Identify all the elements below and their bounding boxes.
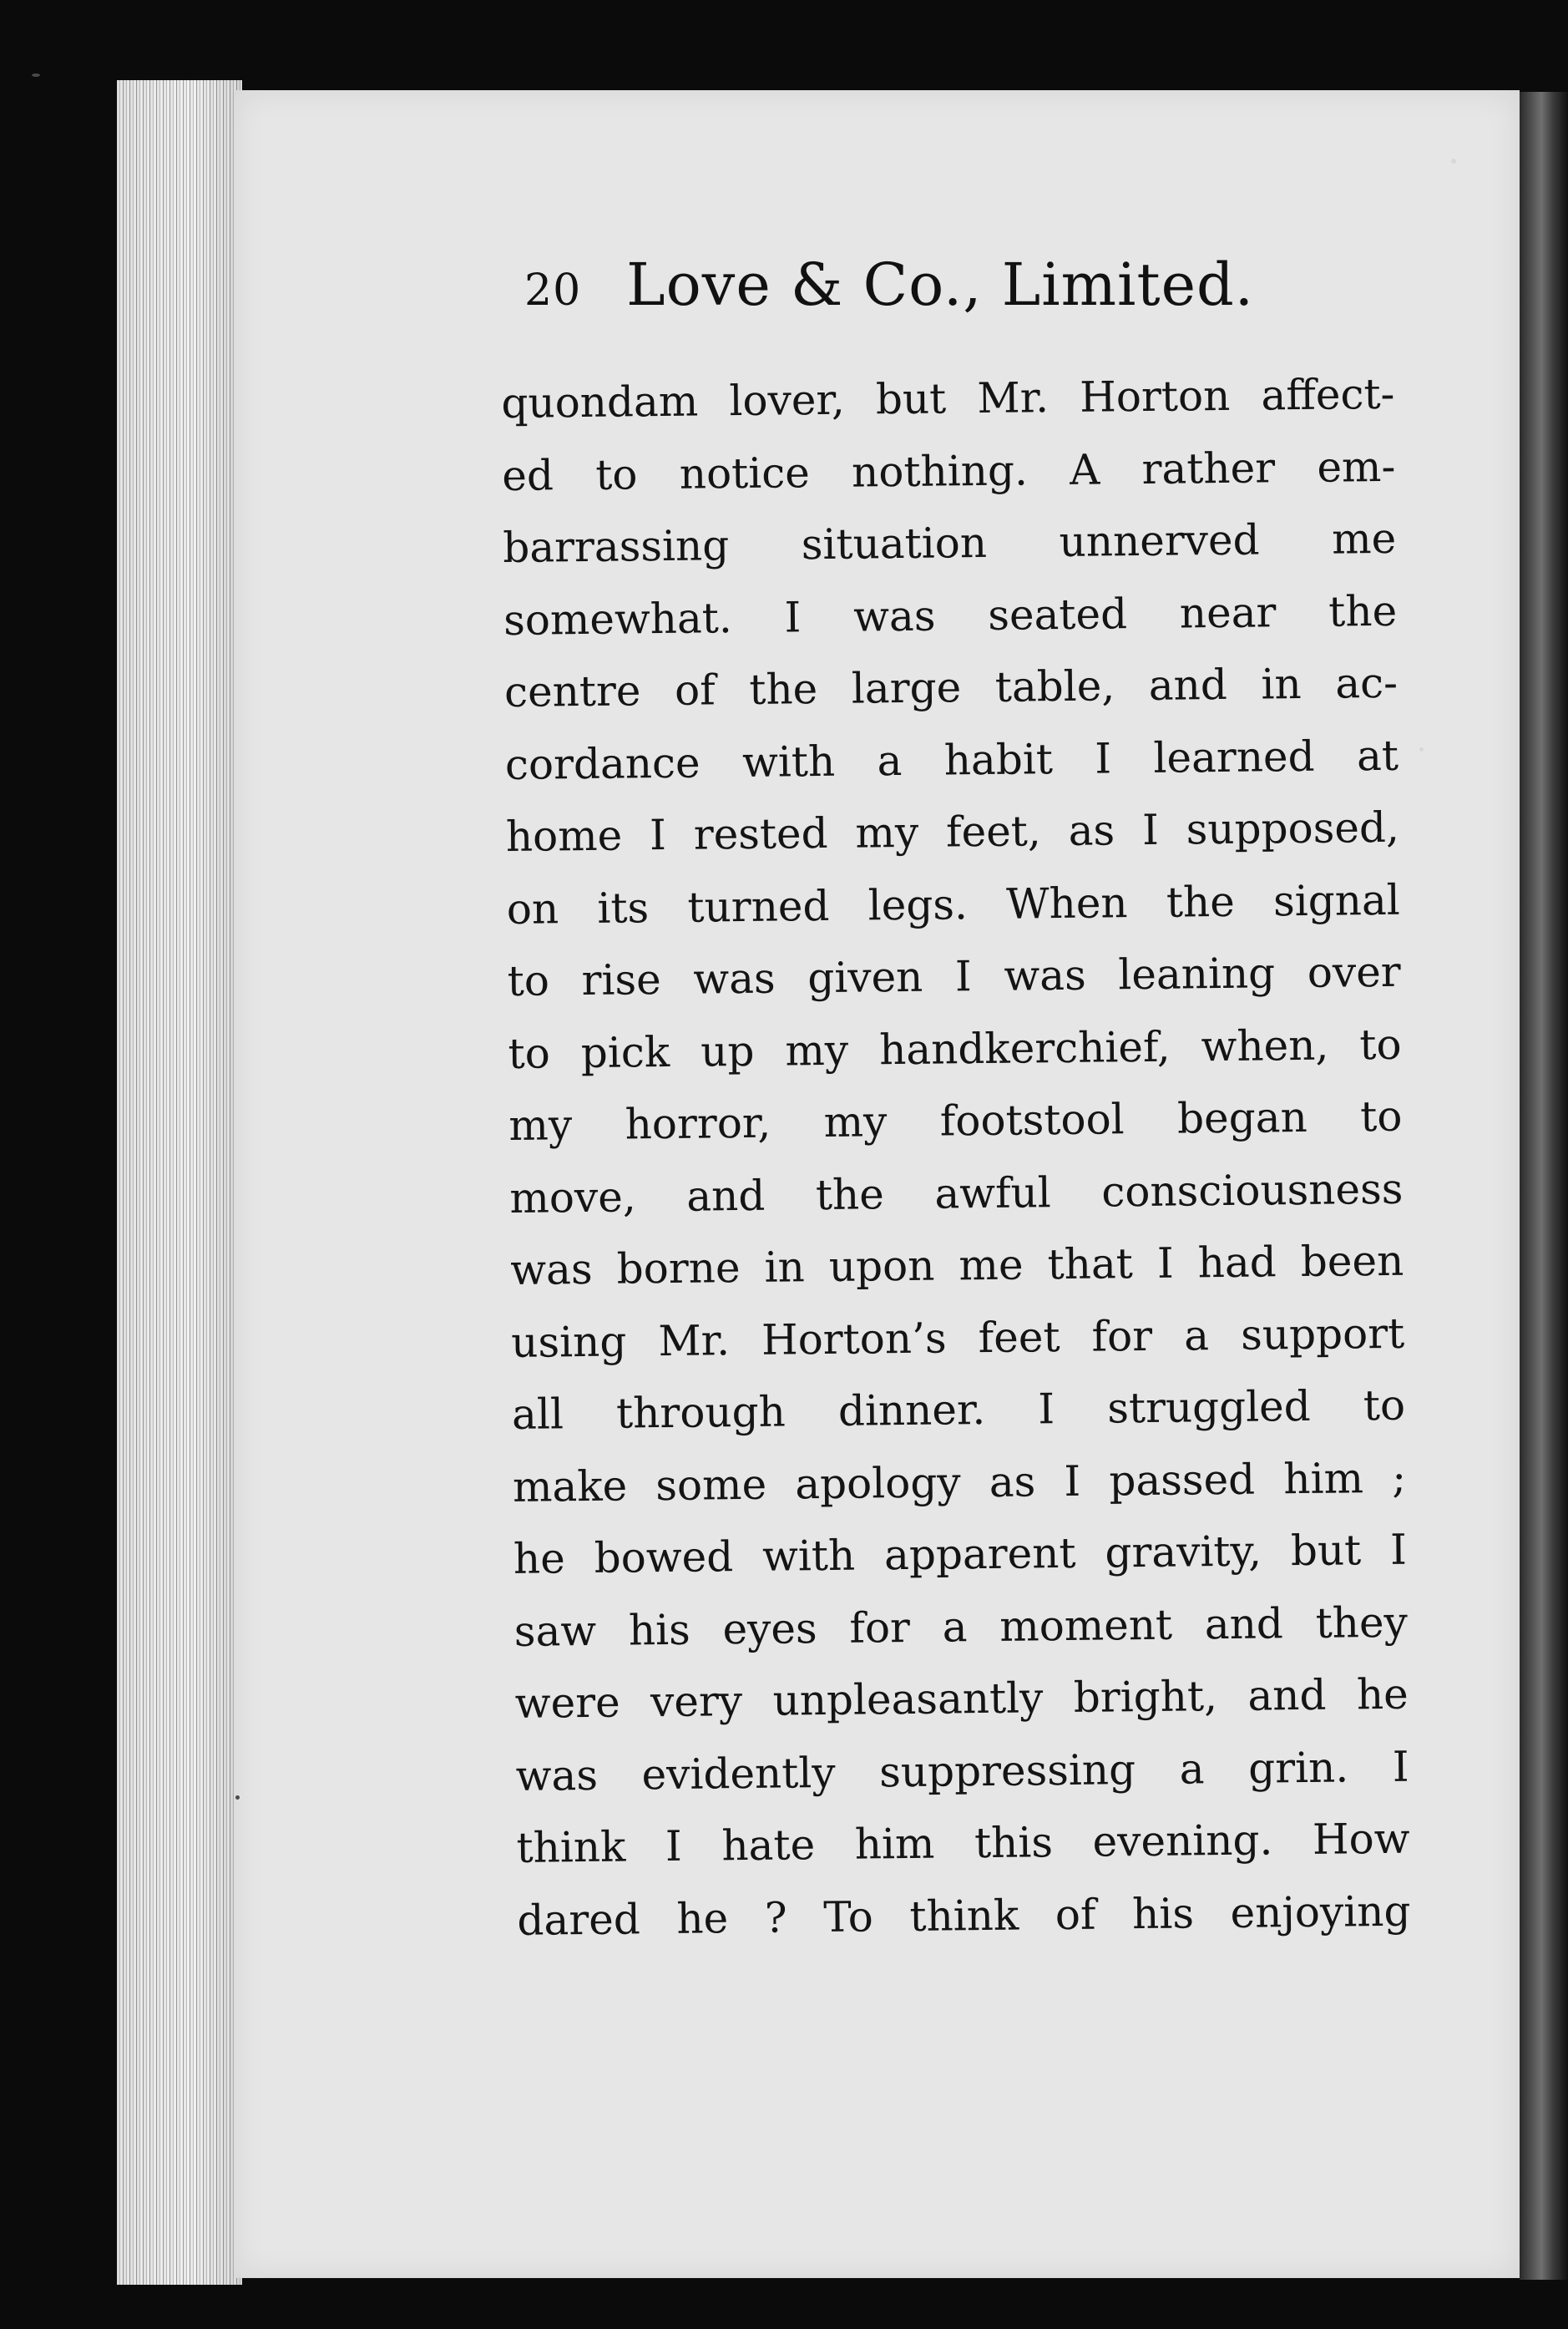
text-line: think I hate him this evening. How xyxy=(516,1814,1410,1872)
text-line: all through dinner. I struggled to xyxy=(511,1380,1406,1439)
text-line: make some apology as I passed him ; xyxy=(512,1453,1407,1511)
text-line: home I rested my feet, as I supposed, xyxy=(505,802,1400,861)
body-text xyxy=(501,358,1411,1957)
text-line: was evidently suppressing a grin. I xyxy=(515,1742,1409,1800)
scan-speck xyxy=(1451,159,1456,164)
book-page-edges-shade xyxy=(117,80,242,2285)
text-line: using Mr. Horton’s feet for a support xyxy=(510,1309,1405,1367)
running-head xyxy=(524,251,1359,319)
text-line: move, and the awful consciousness xyxy=(509,1164,1404,1223)
text-line: was borne in upon me that I had been xyxy=(510,1236,1404,1294)
text-line: to rise was given I was leaning over xyxy=(507,947,1401,1005)
text-line: to pick up my handkerchief, when, to xyxy=(508,1020,1402,1078)
text-line: my horror, my footstool began to xyxy=(508,1091,1403,1150)
book-binding xyxy=(1520,92,1568,2280)
text-line: somewhat. I was seated near the xyxy=(503,586,1398,645)
scan-speck xyxy=(1419,747,1424,752)
scan-speck xyxy=(235,1795,240,1800)
text-line: ed to notice nothing. A rather em- xyxy=(502,442,1396,500)
running-title: Love & Co., Limited. xyxy=(626,251,1255,319)
text-line: were very unpleasantly bright, and he xyxy=(514,1669,1409,1728)
text-line: barrassing situation unnerved me xyxy=(502,514,1397,572)
text-line: on its turned legs. When the signal xyxy=(506,875,1401,934)
scan-top-border xyxy=(0,0,1568,84)
text-line: saw his eyes for a moment and they xyxy=(513,1597,1409,1656)
text-line: cordance with a habit I learned at xyxy=(504,731,1399,789)
page-number: 20 xyxy=(524,266,582,316)
text-line: centre of the large table, and in ac- xyxy=(503,658,1399,716)
text-line: quondam lover, but Mr. Horton affect- xyxy=(501,369,1395,428)
text-line: dared he ? To think of his enjoying xyxy=(517,1886,1411,1945)
scan-speck xyxy=(32,73,40,77)
text-line: he bowed with apparent gravity, but I xyxy=(513,1525,1408,1583)
